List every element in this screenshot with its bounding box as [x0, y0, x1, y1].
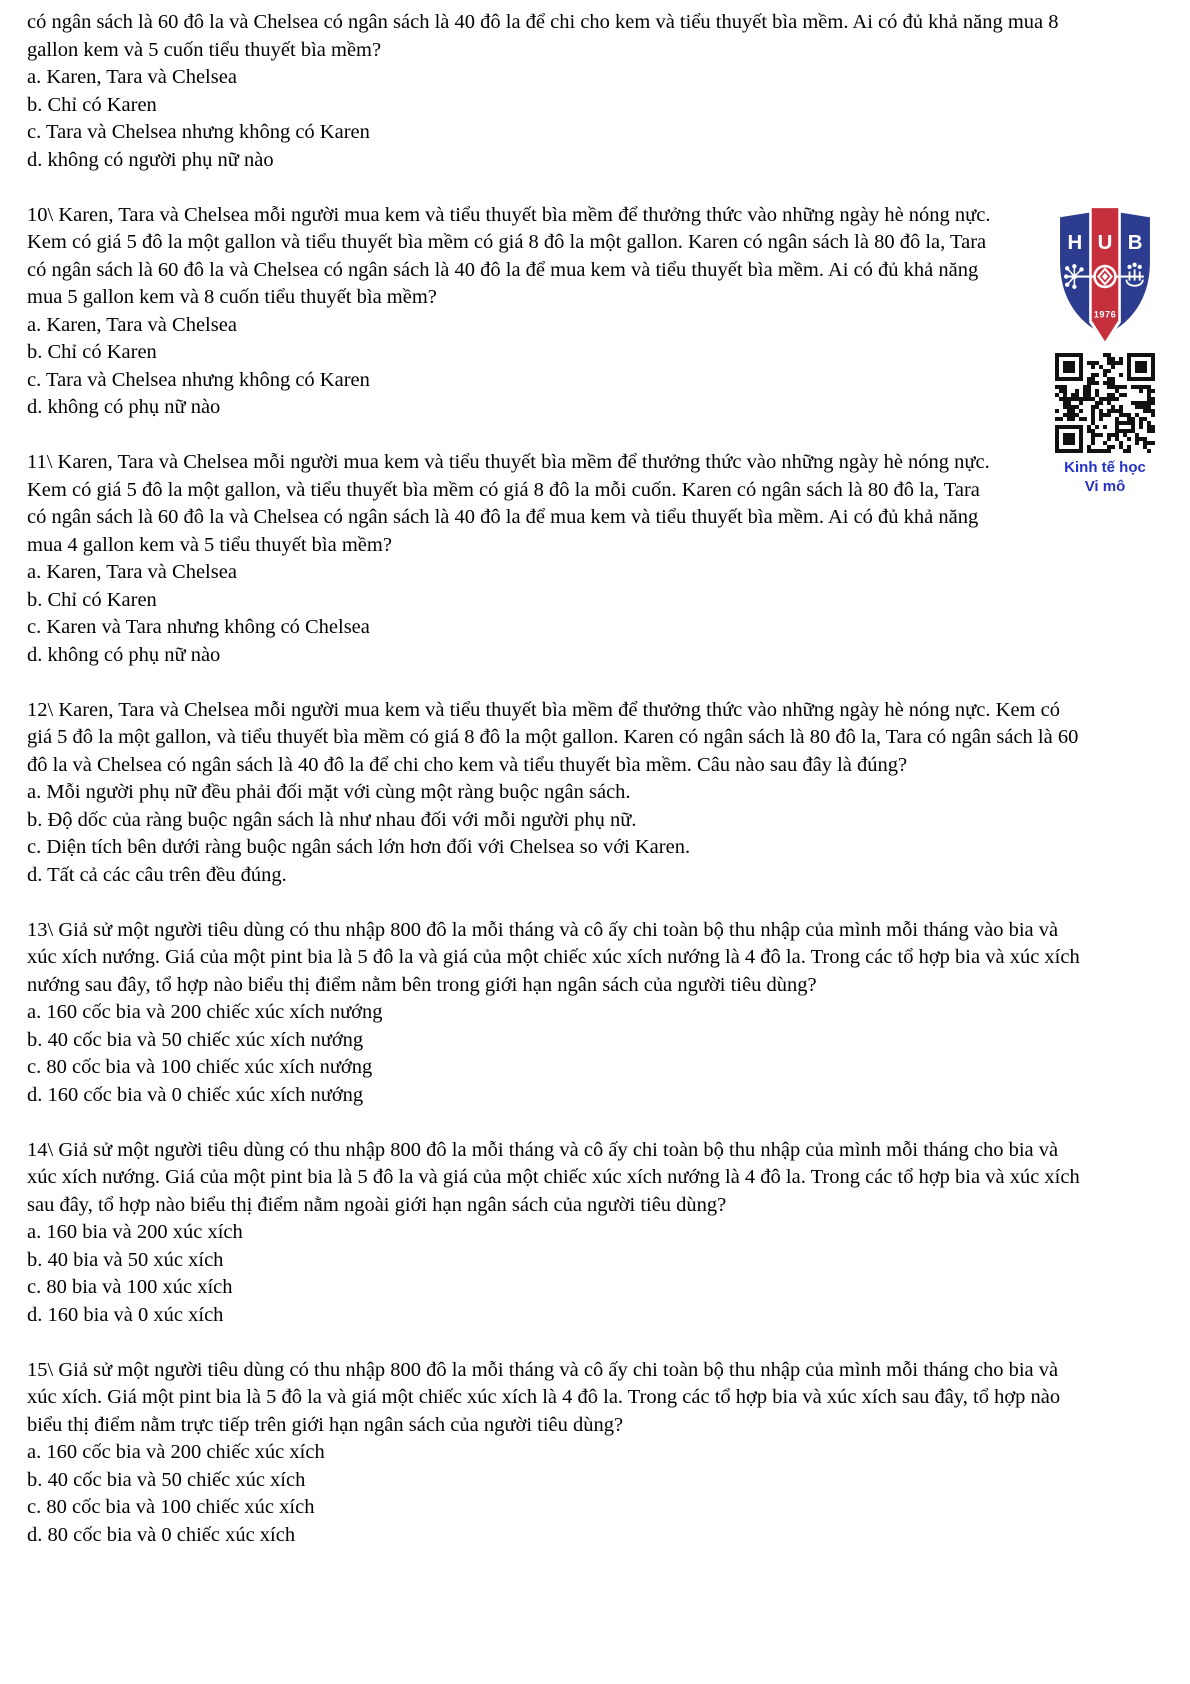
- logo-letter-u: U: [1097, 231, 1113, 254]
- question-block-15: [27, 1357, 1087, 1550]
- answer-option-b: b. Chỉ có Karen: [27, 588, 157, 611]
- hub-university-logo-icon: [1058, 203, 1152, 346]
- answer-option-a: a. Karen, Tara và Chelsea: [27, 561, 237, 583]
- question-text: 14\ Giả sử một người tiêu dùng có thu nhập 800 đô la mỗi tháng và cô ấy chi toàn bộ thu nhập của mình mỗi tháng cho bia và xúc xích nướng. Giá của một pint bia là 5 đô la và giá của một chiếc xúc xích nướng là 4 đô la. Trong các tổ hợp bia và xúc xích sau đây, tổ hợp nào biểu thị điểm nằm ngoài giới hạn ngân sách của người tiêu dùng?: [27, 1138, 1080, 1216]
- answer-option-a: a. 160 bia và 200 xúc xích: [27, 1221, 243, 1243]
- question-text: có ngân sách là 60 đô la và Chelsea có ngân sách là 40 đô la để chi cho kem và tiểu thuyết bìa mềm. Ai có đủ khả năng mua 8 gallon kem và 5 cuốn tiểu thuyết bìa mềm?: [27, 11, 1059, 61]
- answer-option-a: a. Karen, Tara và Chelsea: [27, 313, 237, 336]
- question-block-14: [27, 1137, 1087, 1330]
- answer-option-c: c. Diện tích bên dưới ràng buộc ngân sách lớn hơn đối với Chelsea so với Karen.: [27, 836, 691, 858]
- answer-option-d: d. không có phụ nữ nào: [27, 396, 221, 418]
- answer-option-c: c. 80 bia và 100 xúc xích: [27, 1276, 233, 1298]
- qr-code: [1055, 353, 1155, 453]
- answer-option-d: d. không có phụ nữ nào: [27, 643, 221, 666]
- question-block-12: [27, 697, 1087, 890]
- question-text: 13\ Giả sử một người tiêu dùng có thu nhập 800 đô la mỗi tháng và cô ấy chi toàn bộ thu nhập của mình mỗi tháng vào bia và xúc xích nướng. Giá của một pint bia là 5 đô la và giá của một chiếc xúc xích nướng là 4 đô la. Trong các tổ hợp bia và xúc xích nướng sau đây, tổ hợp nào biểu thị điểm nằm bên trong giới hạn ngân sách của người tiêu dùng?: [27, 918, 1080, 996]
- answer-option-a: a. Karen, Tara và Chelsea: [27, 66, 237, 88]
- answer-option-b: b. 40 bia và 50 xúc xích: [27, 1248, 224, 1271]
- question-block-11: [27, 449, 995, 669]
- logo-year: 1976: [1093, 309, 1117, 320]
- answer-option-d: d. không có người phụ nữ nào: [27, 148, 274, 171]
- answer-option-b: b. 40 cốc bia và 50 chiếc xúc xích: [27, 1468, 306, 1491]
- answer-option-d: d. 160 bia và 0 xúc xích: [27, 1303, 224, 1326]
- answer-option-b: b. Chỉ có Karen: [27, 341, 157, 363]
- branding-column: [1049, 203, 1161, 496]
- answer-option-c: c. 80 cốc bia và 100 chiếc xúc xích nướng: [27, 1056, 373, 1078]
- question-text: 11\ Karen, Tara và Chelsea mỗi người mua kem và tiểu thuyết bìa mềm để thưởng thức vào những ngày hè nóng nực. Kem có giá 5 đô la một gallon, và tiểu thuyết bìa mềm có giá 8 đô la mỗi cuốn. Karen có ngân sách là 80 đô la, Tara có ngân sách là 60 đô la và Chelsea có ngân sách là 40 đô la để mua kem và tiểu thuyết bìa mềm. Ai có đủ khả năng mua 4 gallon kem và 5 tiểu thuyết bìa mềm?: [27, 451, 990, 556]
- answer-option-d: d. 80 cốc bia và 0 chiếc xúc xích: [27, 1523, 296, 1546]
- answer-option-a: a. 160 cốc bia và 200 chiếc xúc xích: [27, 1441, 325, 1463]
- answer-option-d: d. 160 cốc bia và 0 chiếc xúc xích nướng: [27, 1083, 364, 1106]
- answer-option-a: a. Mỗi người phụ nữ đều phải đối mặt với cùng một ràng buộc ngân sách.: [27, 781, 631, 803]
- question-block-10: [27, 202, 995, 422]
- question-text: 12\ Karen, Tara và Chelsea mỗi người mua kem và tiểu thuyết bìa mềm để thưởng thức vào những ngày hè nóng nực. Kem có giá 5 đô la một gallon, và tiểu thuyết bìa mềm có giá 8 đô la một gallon. Karen có ngân sách là 80 đô la, Tara có ngân sách là 60 đô la và Chelsea có ngân sách là 40 đô la để chi cho kem và tiểu thuyết bìa mềm. Câu nào sau đây là đúng?: [27, 698, 1079, 776]
- answer-option-c: c. Tara và Chelsea nhưng không có Karen: [27, 121, 370, 143]
- answer-option-b: b. Độ dốc của ràng buộc ngân sách là như nhau đối với mỗi người phụ nữ.: [27, 808, 637, 831]
- answer-option-b: b. 40 cốc bia và 50 chiếc xúc xích nướng: [27, 1028, 364, 1051]
- logo-letter-b: B: [1127, 231, 1143, 254]
- answer-option-c: c. Tara và Chelsea nhưng không có Karen: [27, 368, 370, 391]
- question-block-13: [27, 917, 1087, 1110]
- answer-option-c: c. 80 cốc bia và 100 chiếc xúc xích: [27, 1496, 315, 1518]
- answer-option-d: d. Tất cả các câu trên đều đúng.: [27, 863, 287, 886]
- question-block-9-continued: [27, 9, 1087, 174]
- qr-caption-line2: Vi mô: [1084, 478, 1126, 495]
- qr-caption-line1: Kinh tế học: [1064, 459, 1146, 476]
- question-text: 10\ Karen, Tara và Chelsea mỗi người mua kem và tiểu thuyết bìa mềm để thưởng thức vào những ngày hè nóng nực. Kem có giá 5 đô la một gallon và tiểu thuyết bìa mềm có giá 8 đô la một gallon. Karen có ngân sách là 80 đô la, Tara có ngân sách là 60 đô la và Chelsea có ngân sách là 40 đô la để mua kem và tiểu thuyết bìa mềm. Ai có đủ khả năng mua 5 gallon kem và 8 cuốn tiểu thuyết bìa mềm?: [27, 203, 991, 308]
- answer-option-a: a. 160 cốc bia và 200 chiếc xúc xích nướng: [27, 1001, 383, 1023]
- question-text: 15\ Giả sử một người tiêu dùng có thu nhập 800 đô la mỗi tháng và cô ấy chi toàn bộ thu nhập của mình mỗi tháng cho bia và xúc xích. Giá một pint bia là 5 đô la và giá một chiếc xúc xích là 4 đô la. Trong các tổ hợp bia và xúc xích sau đây, tổ hợp nào biểu thị điểm nằm trực tiếp trên giới hạn ngân sách của người tiêu dùng?: [27, 1358, 1061, 1436]
- answer-option-b: b. Chỉ có Karen: [27, 93, 157, 116]
- logo-letter-h: H: [1067, 231, 1083, 254]
- answer-option-c: c. Karen và Tara nhưng không có Chelsea: [27, 616, 370, 638]
- document-text-column: [27, 9, 1087, 1549]
